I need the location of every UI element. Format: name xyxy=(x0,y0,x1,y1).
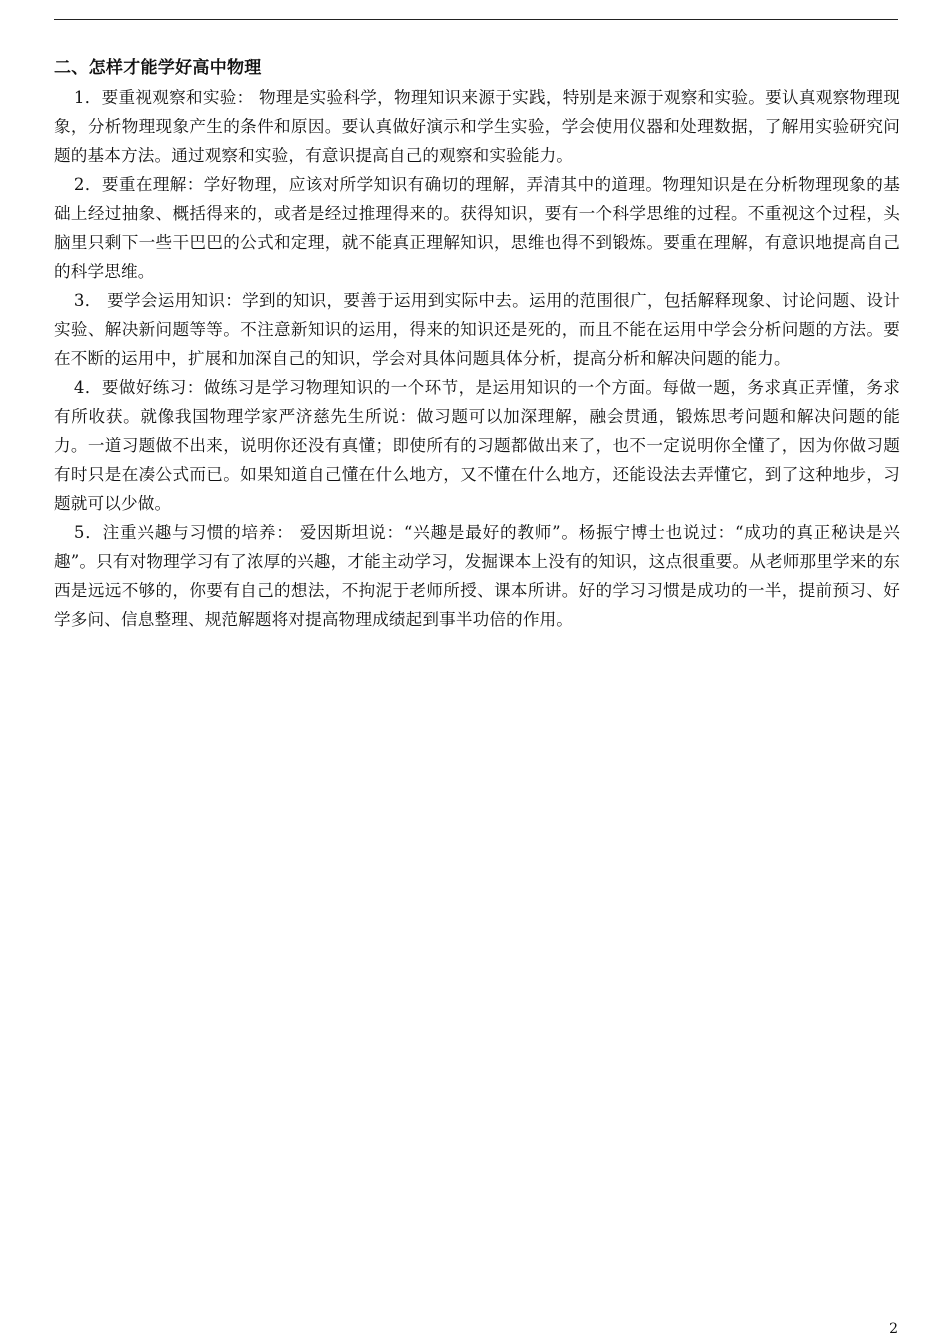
header-rule xyxy=(54,19,898,20)
paragraph-observation-experiment: 1．要重视观察和实验： 物理是实验科学，物理知识来源于实践，特别是来源于观察和实验。要认真观察物理现象，分析物理现象产生的条件和原因。要认真做好演示和学生实验，学会使用仪器和处理数据，了解用实验研究问题的基本方法。通过观察和实验，有意识提高自己的观察和实验能力。 xyxy=(54,88,900,165)
section-title: 二、怎样才能学好高中物理 xyxy=(54,58,262,78)
paragraph-practice: 4．要做好练习：做练习是学习物理知识的一个环节，是运用知识的一个方面。每做一题，务求真正弄懂，务求有所收获。就像我国物理学家严济慈先生所说：做习题可以加深理解，融会贯通，锻炼思考问题和解决问题的能力。一道习题做不出来，说明你还没有真懂；即使所有的习题都做出来了，也不一定说明你全懂了，因为你做习题有时只是在凑公式而已。如果知道自己懂在什么地方，又不懂在什么地方，还能设法去弄懂它，到了这种地步，习题就可以少做。 xyxy=(54,378,900,513)
paragraph-applying-knowledge: 3． 要学会运用知识：学到的知识，要善于运用到实际中去。运用的范围很广，包括解释现象、讨论问题、设计实验、解决新问题等等。不注意新知识的运用，得来的知识还是死的，而且不能在运用中学会分析问题的方法。要在不断的运用中，扩展和加深自己的知识，学会对具体问题具体分析，提高分析和解决问题的能力。 xyxy=(54,291,900,368)
page-number: 2 xyxy=(889,1321,898,1337)
document-body xyxy=(54,54,900,634)
paragraph-understanding: 2．要重在理解：学好物理，应该对所学知识有确切的理解，弄清其中的道理。物理知识是在分析物理现象的基础上经过抽象、概括得来的，或者是经过推理得来的。获得知识，要有一个科学思维的过程。不重视这个过程，头脑里只剩下一些干巴巴的公式和定理，就不能真正理解知识，思维也得不到锻炼。要重在理解，有意识地提高自己的科学思维。 xyxy=(54,175,900,281)
paragraph-interest-habits: 5．注重兴趣与习惯的培养： 爱因斯坦说：“兴趣是最好的教师”。杨振宁博士也说过：“成功的真正秘诀是兴趣”。只有对物理学习有了浓厚的兴趣，才能主动学习，发掘课本上没有的知识，这点很重要。从老师那里学来的东西是远远不够的，你要有自己的想法，不拘泥于老师所授、课本所讲。好的学习习惯是成功的一半，提前预习、好学多问、信息整理、规范解题将对提高物理成绩起到事半功倍的作用。 xyxy=(54,523,900,629)
